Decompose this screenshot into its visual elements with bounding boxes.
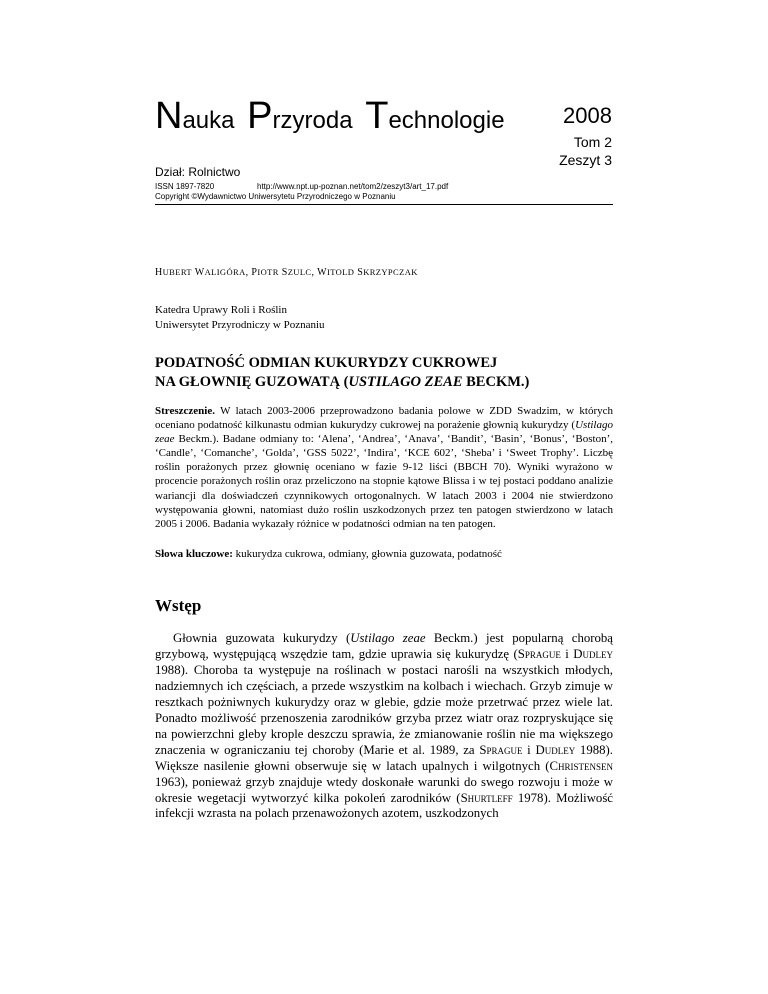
journal-title-word: Nauka [155, 95, 235, 137]
article-title-line: PODATNOŚĆ ODMIAN KUKURYDZY CUKROWEJ [155, 355, 498, 371]
paragraph: Głownia guzowata kukurydzy (Ustilago zeae Beckm.) jest popularną chorobą grzybową, występującą wszędzie tam, gdzie uprawia się kukurydzę (Sprague i Dudley 1988). Choroba ta występuje na roślinach w postaci narośli na wszystkich młodych, nadziemnych ich częściach, a przede wszystkim na kolbach i wiechach. Grzyb zimuje w resztkach pożniwnych kukurydzy oraz w glebie, gdzie może przetrwać przez wiele lat. Ponadto możliwość przenoszenia zarodników grzyba przez wiatr oraz rozpryskujące się na powierzchni gleby krople deszczu sprawia, że zmianowanie roślin nie ma większego znaczenia w ograniczaniu tej choroby (Marie et al. 1989, za Sprague i Dudley 1988). Większe nasilenie głowni obserwuje się w latach upalnych i wilgotnych (Christensen 1963), ponieważ grzyb znajduje wtedy doskonałe warunki do swego rozwoju i może w okresie wegetacji wytworzyć kilka pokoleń zarodników (Shurtleff 1978). Możliwość infekcji wzrasta na polach przenawożonych azotem, uszkodzonych [155, 631, 613, 821]
journal-issue: Zeszyt 3 [559, 152, 612, 168]
citation: Sprague [479, 742, 523, 757]
issn: ISSN 1897-7820 [155, 182, 215, 191]
journal-year: 2008 [563, 103, 612, 128]
affiliation [155, 303, 325, 333]
abstract-label: Streszczenie. [155, 405, 215, 417]
authors: HUBERT WALIGÓRA, PIOTR SZULC, WITOLD SKRZYPCZAK [155, 267, 418, 278]
header-divider [155, 204, 613, 205]
citation: Dudley [535, 742, 576, 757]
body-text [155, 631, 613, 822]
article-title [155, 354, 615, 392]
keywords: Słowa kluczowe: kukurydza cukrowa, odmiany, głownia guzowata, podatność [155, 548, 502, 560]
abstract: Streszczenie. W latach 2003-2006 przeprowadzono badania polowe w ZDD Swadzim, w których oceniano podatność kilkunastu odmian kukurydzy cukrowej na porażenie głownią kukurydzy (Ustilago zeae Beckm.). Badane odmiany to: ‘Alena’, ‘Andrea’, ‘Anava’, ‘Bandit’, ‘Basin’, ‘Bonus’, ‘Boston’, ‘Candle’, ‘Comanche’, ‘Golda’, ‘GSS 5022’, ‘Indira’, ‘KCE 602’, ‘Sheba’ i ‘Sweet Trophy’. Liczbę roślin porażonych przez głownię oceniano w fazie 9-12 liści (BBCH 70). Wyniki wyrażono w procencie porażonych roślin oraz przeliczono na stopnie kątowe Blissa i w tej postaci poddano analizie wariancji dla doświadczeń czynnikowych ortogonalnych. W latach 2003 i 2004 nie stwierdzono występowania głowni, natomiast dużo roślin uszkodzonych przez ten patogen stwierdzono w latach 2005 i 2006. Badania wykazały różnice w podatności odmian na ten patogen. [155, 405, 613, 530]
keywords-label: Słowa kluczowe: [155, 548, 233, 560]
article-url-link[interactable]: http://www.npt.up-poznan.net/tom2/zeszyt3/art_17.pdf [257, 182, 449, 191]
affiliation-department: Katedra Uprawy Roli i Roślin [155, 304, 287, 316]
citation: Dudley [573, 646, 613, 661]
affiliation-university: Uniwersytet Przyrodniczy w Poznaniu [155, 319, 325, 331]
department-label: Dział: Rolnictwo [155, 165, 241, 179]
citation: Christensen [549, 758, 613, 773]
citation: Sprague [517, 646, 561, 661]
copyright-notice: Copyright ©Wydawnictwo Uniwersytetu Przyrodniczego w Poznaniu [155, 192, 396, 201]
journal-title-word: Technologie [365, 95, 505, 137]
article-title-line: NA GŁOWNIĘ GUZOWATĄ (USTILAGO ZEAE BECKM.) [155, 374, 530, 390]
journal-title-word: Przyroda [247, 95, 353, 137]
citation: Shurtleff [460, 790, 513, 805]
journal-title [155, 96, 511, 141]
section-heading: Wstęp [155, 596, 202, 615]
journal-volume: Tom 2 [573, 134, 612, 150]
